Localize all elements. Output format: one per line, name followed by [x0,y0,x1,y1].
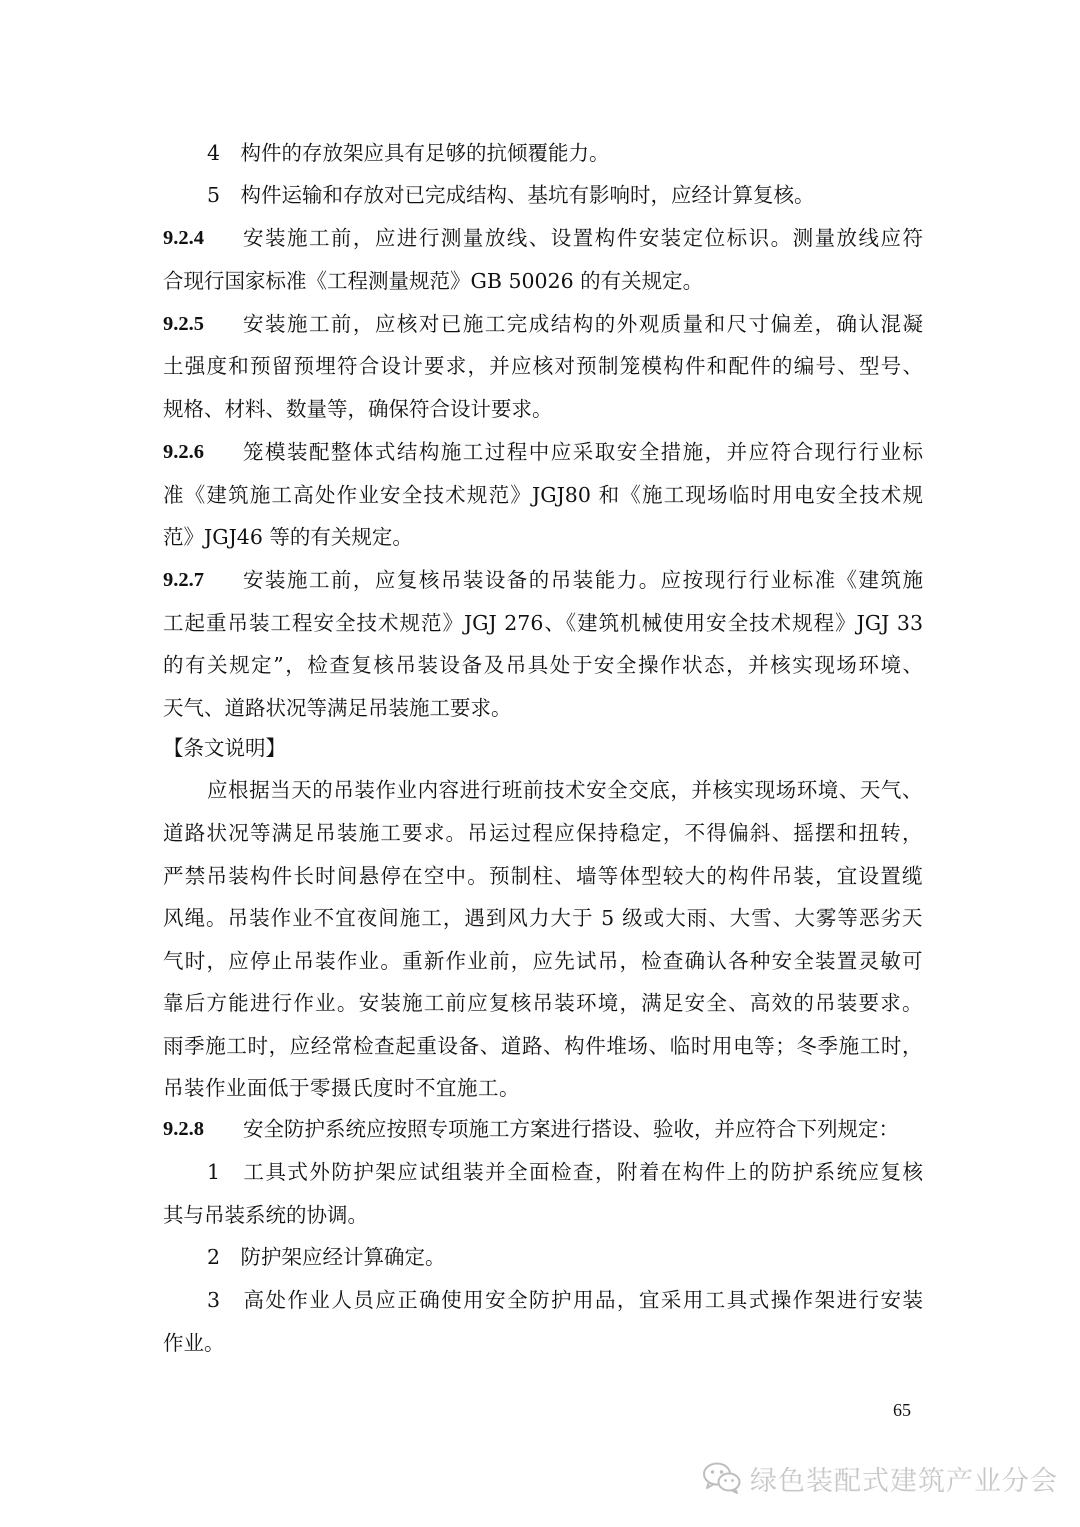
clause-9-2-7-line-2: 工起重吊装工程安全技术规范》JGJ 276、《建筑机械使用安全技术规程》JGJ 33 [163,611,923,635]
clause-9-2-6-line-1: 笼模装配整体式结构施工过程中应采取安全措施，并应符合现行行业标 [243,440,923,464]
clause-number-9-2-6: 9.2.6 [163,441,204,463]
commentary-line-3: 严禁吊装构件长时间悬停在空中。预制柱、墙等体型较大的构件吊装，宜设置缆 [163,864,923,888]
list-item-5: 5 构件运输和存放对已完成结构、基坑有影响时，应经计算复核。 [207,183,815,207]
page-number: 65 [893,1400,911,1420]
clause-9-2-8-item-3-line-2: 作业。 [163,1331,225,1355]
clause-9-2-5-line-3: 规格、材料、数量等，确保符合设计要求。 [163,397,553,421]
clause-number-9-2-7: 9.2.7 [163,569,204,591]
clause-9-2-8-item-1-line-1: 1 工具式外防护架应试组装并全面检查，附着在构件上的防护系统应复核 [207,1160,923,1184]
clause-9-2-6-line-2: 准《建筑施工高处作业安全技术规范》JGJ80 和《施工现场临时用电安全技术规 [163,483,923,507]
commentary-line-8: 吊装作业面低于零摄氏度时不宜施工。 [163,1076,520,1100]
clause-number-9-2-4: 9.2.4 [163,227,204,249]
clause-9-2-7-line-4: 天气、道路状况等满足吊装施工要求。 [163,696,512,720]
watermark-text: 绿色装配式建筑产业分会 [750,1465,1058,1497]
commentary-line-7: 雨季施工时，应经常检查起重设备、道路、构件堆场、临时用电等；冬季施工时， [163,1034,923,1058]
clause-9-2-4-line-2: 合现行国家标准《工程测量规范》GB 50026 的有关规定。 [163,269,704,293]
clause-9-2-5-line-2: 土强度和预留预埋符合设计要求，并应核对预制笼模构件和配件的编号、型号、 [163,354,923,378]
clause-9-2-7-line-1: 安装施工前，应复核吊装设备的吊装能力。应按现行行业标准《建筑施 [243,568,923,592]
commentary-line-1: 应根据当天的吊装作业内容进行班前技术安全交底，并核实现场环境、天气、 [207,778,923,802]
clause-9-2-8-item-1-line-2: 其与吊装系统的协调。 [163,1203,368,1227]
clause-number-9-2-5: 9.2.5 [163,313,204,335]
commentary-line-4: 风绳。吊装作业不宜夜间施工，遇到风力大于 5 级或大雨、大雪、大雾等恶劣天 [163,906,923,930]
list-item-4: 4 构件的存放架应具有足够的抗倾覆能力。 [207,141,610,165]
clause-9-2-8-item-2: 2 防护架应经计算确定。 [207,1245,446,1269]
wechat-icon [702,1461,742,1495]
commentary-line-6: 靠后方能进行作业。安装施工前应复核吊装环境，满足安全、高效的吊装要求。 [163,991,923,1015]
clause-number-9-2-8: 9.2.8 [163,1118,204,1140]
clause-9-2-7-line-3: 的有关规定”，检查复核吊装设备及吊具处于安全操作状态，并核实现场环境、 [163,653,923,677]
clause-9-2-6-line-3: 范》JGJ46 等的有关规定。 [163,525,413,549]
watermark [702,1456,1058,1500]
commentary-line-5: 气时，应停止吊装作业。重新作业前，应先试吊，检查确认各种安全装置灵敏可 [163,949,923,973]
clause-9-2-4-line-1: 安装施工前，应进行测量放线、设置构件安装定位标识。测量放线应符 [243,226,923,250]
clause-9-2-8-item-3-line-1: 3 高处作业人员应正确使用安全防护用品，宜采用工具式操作架进行安装 [207,1288,923,1312]
commentary-line-2: 道路状况等满足吊装施工要求。吊运过程应保持稳定，不得偏斜、摇摆和扭转， [163,821,923,845]
clause-9-2-8-line-1: 安全防护系统应按照专项施工方案进行搭设、验收，并应符合下列规定： [243,1117,899,1141]
clause-9-2-5-line-1: 安装施工前，应核对已施工完成结构的外观质量和尺寸偏差，确认混凝 [243,312,923,336]
commentary-header: 【条文说明】 [163,736,286,760]
